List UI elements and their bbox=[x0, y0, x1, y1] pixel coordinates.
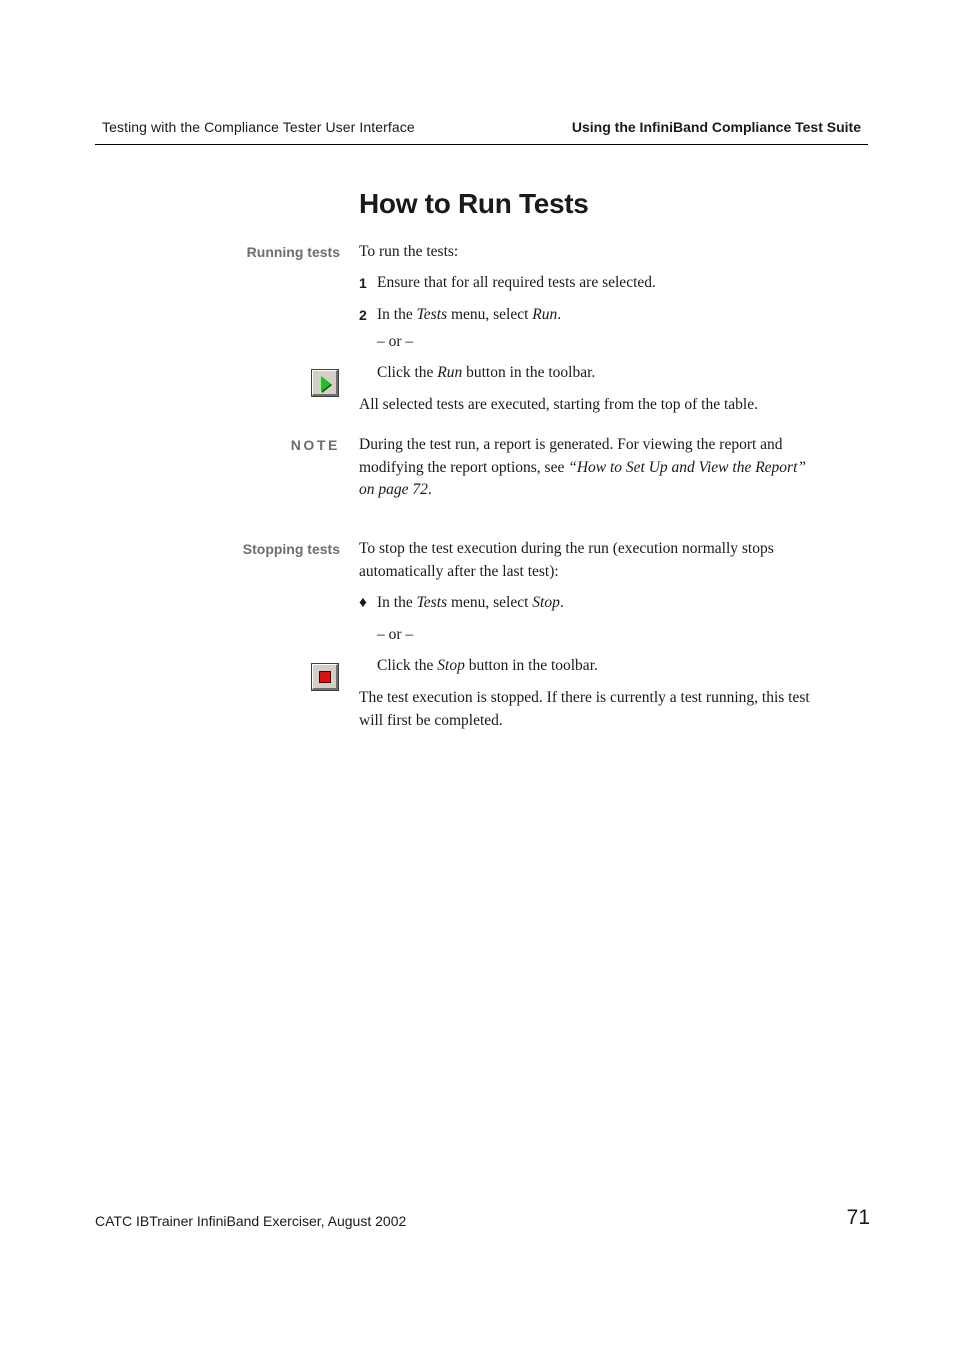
stop-square-icon bbox=[319, 671, 331, 683]
stopping-result: The test execution is stopped. If there is currently a test running, this test will first be completed. bbox=[359, 689, 810, 729]
running-result: All selected tests are executed, starting from the top of the table. bbox=[359, 396, 758, 413]
running-header-right: Using the InfiniBand Compliance Test Suite bbox=[571, 119, 861, 135]
step-number: 2 bbox=[359, 307, 367, 323]
menu-name: Tests bbox=[416, 594, 448, 611]
step-text: Ensure that for all required tests are selected. bbox=[377, 274, 656, 291]
running-header-left: Testing with the Compliance Tester User Interface bbox=[102, 119, 415, 135]
or-separator: – or – bbox=[377, 626, 414, 643]
or-separator: – or – bbox=[377, 333, 414, 350]
command-name: Stop bbox=[437, 657, 465, 674]
note-text: During the test run, a report is generated. For viewing the report and modifying the report options, see “How to Set Up and View the Report” on page 72. bbox=[359, 436, 807, 498]
menu-name: Tests bbox=[416, 306, 448, 323]
step-1 bbox=[359, 272, 656, 296]
command-name: Stop bbox=[532, 594, 560, 611]
note-label: NOTE bbox=[290, 437, 340, 453]
command-name: Run bbox=[532, 306, 558, 323]
step-number: 1 bbox=[359, 275, 367, 291]
run-play-icon bbox=[321, 376, 331, 392]
stopping-intro: To stop the test execution during the run (execution normally stops automatically after the last test): bbox=[359, 540, 774, 580]
command-name: Run bbox=[437, 364, 463, 381]
step-2 bbox=[359, 304, 562, 328]
run-button[interactable] bbox=[312, 370, 338, 396]
page-reference-link[interactable]: on page 72 bbox=[359, 481, 428, 498]
stop-button[interactable] bbox=[312, 664, 338, 690]
page-title: How to Run Tests bbox=[359, 188, 589, 219]
side-label-stopping-tests: Stopping tests bbox=[242, 541, 340, 557]
header-rule bbox=[95, 144, 868, 145]
step-text: In the Tests menu, select Stop. bbox=[377, 594, 564, 611]
cross-reference-link[interactable]: “How to Set Up and View the Report” bbox=[568, 458, 807, 476]
step-text: In the Tests menu, select Run. bbox=[377, 306, 562, 323]
stop-step bbox=[359, 592, 564, 615]
footer-publication: CATC IBTrainer InfiniBand Exerciser, August 2002 bbox=[95, 1213, 407, 1229]
click-stop-instruction: Click the Stop button in the toolbar. bbox=[377, 657, 598, 674]
side-label-running-tests: Running tests bbox=[246, 244, 340, 260]
bullet-icon: ♦ bbox=[359, 594, 367, 611]
running-intro: To run the tests: bbox=[359, 243, 459, 260]
page-number: 71 bbox=[846, 1206, 870, 1229]
click-run-instruction: Click the Run button in the toolbar. bbox=[377, 364, 596, 381]
